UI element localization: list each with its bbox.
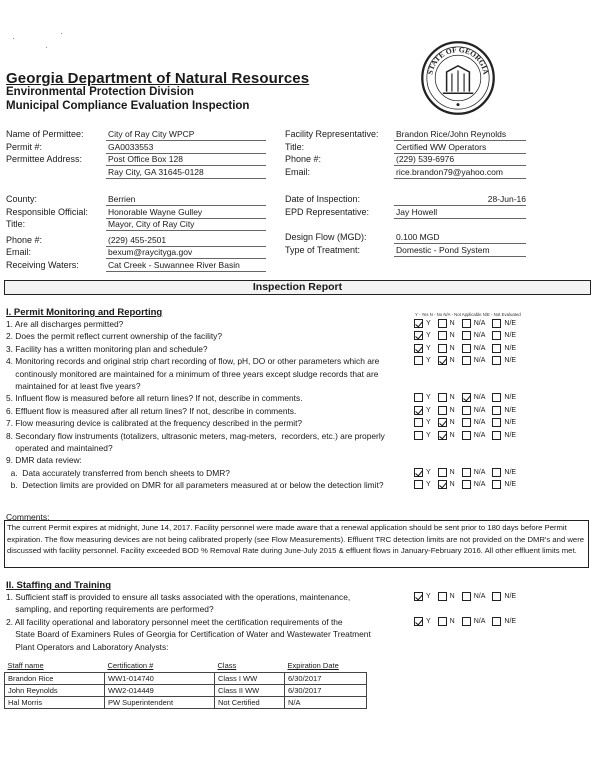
inspection_block-value: 28-Jun-16	[394, 194, 526, 206]
option-label: Y	[426, 431, 431, 439]
checkbox-n[interactable]	[438, 356, 447, 365]
option-label: N/A	[473, 332, 486, 340]
answer-options	[414, 418, 520, 427]
checkbox-ne[interactable]	[492, 319, 501, 328]
option-label: N/A	[473, 344, 486, 352]
checkbox-na[interactable]	[462, 393, 471, 402]
checkbox-n[interactable]	[438, 331, 447, 340]
checkbox-y[interactable]	[414, 592, 423, 601]
facility-value: Certified WW Operators	[394, 142, 526, 154]
option-label: Y	[426, 617, 431, 625]
option-label: N	[449, 344, 455, 352]
checkbox-ne[interactable]	[492, 418, 501, 427]
question-text: 2. Does the permit reflect current ownership of the facility?	[6, 331, 222, 342]
checkbox-ne[interactable]	[492, 331, 501, 340]
checkbox-n[interactable]	[438, 431, 447, 440]
inspection_block-label: Type of Treatment:	[285, 244, 361, 255]
checkbox-ne[interactable]	[492, 431, 501, 440]
option-label: N/A	[473, 419, 486, 427]
option-label: Y	[426, 320, 431, 327]
option-label: N/E	[504, 344, 517, 352]
option-label: N	[449, 593, 455, 600]
option-label: N	[449, 320, 455, 327]
question-text: 2. All facility operational and laboratory personnel meet the certification requirements of the	[6, 616, 343, 627]
answer-options	[414, 480, 520, 489]
question-text: 7. Flow measuring device is calibrated at the frequency described in the permit?	[6, 418, 303, 429]
question-text: 9. DMR data review:	[6, 455, 82, 466]
question-6	[6, 405, 411, 417]
division-title: Environmental Protection Division	[6, 86, 194, 98]
checkbox-n[interactable]	[438, 592, 447, 601]
option-label: N/E	[504, 593, 517, 600]
staff-row	[5, 696, 367, 708]
option-label: N	[449, 394, 455, 402]
question-text: 3. Facility has a written monitoring plan and schedule?	[6, 343, 208, 354]
inspection_block-label: Design Flow (MGD):	[285, 232, 367, 242]
checkbox-ne[interactable]	[492, 356, 501, 365]
checkbox-na[interactable]	[462, 344, 471, 353]
checkbox-y[interactable]	[414, 393, 423, 402]
section-1-title: I. Permit Monitoring and Reporting	[6, 307, 163, 318]
county_block-label: Email:	[6, 247, 32, 257]
question-2	[6, 616, 411, 653]
answer-options	[414, 468, 520, 477]
option-label: Y	[426, 406, 431, 414]
checkbox-ne[interactable]	[492, 344, 501, 353]
county_block-value: Cat Creek - Suwannee River Basin	[106, 260, 266, 272]
checkbox-n[interactable]	[438, 344, 447, 353]
staff-cell: 6/30/2017	[285, 672, 367, 684]
question-2	[6, 330, 411, 342]
checkbox-y[interactable]	[414, 406, 423, 415]
facility-value: Brandon Rice/John Reynolds	[394, 129, 526, 141]
option-label: N/E	[504, 357, 517, 365]
option-label: N/E	[504, 406, 517, 414]
checkbox-ne[interactable]	[492, 480, 501, 489]
scan-speck: ·	[12, 33, 15, 43]
staff-header-cert: Certification #	[107, 661, 154, 671]
checkbox-y[interactable]	[414, 468, 423, 477]
answer-options	[414, 592, 520, 601]
option-label: N/A	[473, 320, 486, 327]
staff-cell: Brandon Rice	[5, 672, 105, 684]
checkbox-n[interactable]	[438, 406, 447, 415]
question-text: 1. Sufficient staff is provided to ensure all tasks associated with the operations, maintenance,	[6, 592, 351, 602]
option-label: Y	[426, 344, 431, 352]
checkbox-na[interactable]	[462, 431, 471, 440]
staff-cell: Hal Morris	[5, 696, 105, 708]
option-label: N/A	[473, 617, 486, 625]
question-9	[6, 454, 411, 466]
option-label: N/E	[504, 332, 517, 340]
question-text: 4. Monitoring records and original strip chart recording of flow, pH, DO or other parameters which are	[6, 356, 380, 367]
question-1	[6, 318, 411, 330]
option-label: N	[449, 468, 455, 476]
checkbox-ne[interactable]	[492, 406, 501, 415]
question-text: 8. Secondary flow instruments (totalizers, ultrasonic meters, mag-meters, recorders, etc.) are properly	[6, 430, 385, 441]
option-label: Y	[426, 481, 431, 489]
option-label: N/E	[504, 431, 517, 439]
facility-label: Email:	[285, 166, 311, 177]
checkbox-y[interactable]	[414, 319, 423, 328]
answer-options	[414, 617, 520, 626]
option-label: Y	[426, 419, 431, 427]
option-label: N/E	[504, 394, 517, 402]
option-label: N/A	[473, 481, 486, 489]
checkbox-na[interactable]	[462, 319, 471, 328]
option-label: N	[449, 357, 455, 365]
answer-options	[414, 319, 520, 328]
inspection_block-label: EPD Representative:	[285, 206, 370, 217]
answer-options	[414, 344, 520, 353]
question-text: 5. Influent flow is measured before all return lines? If not, describe in comments.	[6, 393, 303, 404]
answer-options	[414, 331, 520, 340]
question-5	[6, 392, 411, 404]
checkbox-na[interactable]	[462, 480, 471, 489]
facility-label: Phone #:	[285, 154, 322, 164]
section-2-title: II. Staffing and Training	[6, 580, 112, 591]
option-label: N	[449, 332, 455, 340]
county_block-label: Responsible Official:	[6, 206, 88, 217]
question-text: b. Detection limits are provided on DMR for all parameters measured at or below the detection limit?	[6, 480, 384, 491]
checkbox-ne[interactable]	[492, 468, 501, 477]
checkbox-na[interactable]	[462, 406, 471, 415]
option-label: N	[449, 406, 455, 414]
staff-header-name: Staff name	[7, 661, 44, 671]
option-label: Y	[426, 332, 431, 340]
county_block-value: Mayor, City of Ray City	[106, 219, 266, 231]
checkbox-ne[interactable]	[492, 393, 501, 402]
option-label: N/E	[504, 419, 517, 427]
checkbox-y[interactable]	[414, 418, 423, 427]
option-label: N/E	[504, 481, 517, 489]
checkbox-n[interactable]	[438, 480, 447, 489]
option-label: N/A	[473, 468, 486, 476]
question-11	[6, 479, 411, 491]
option-label: Y	[426, 357, 431, 365]
checkbox-na[interactable]	[462, 418, 471, 427]
county_block-value: Berrien	[106, 194, 266, 206]
option-label: N/A	[473, 357, 486, 365]
checkbox-y[interactable]	[414, 431, 423, 440]
question-4	[6, 355, 411, 392]
checkbox-n[interactable]	[438, 617, 447, 626]
question-3	[6, 343, 411, 355]
option-label: N/E	[504, 320, 517, 327]
question-8	[6, 430, 411, 455]
checkbox-na[interactable]	[462, 468, 471, 477]
checkbox-na[interactable]	[462, 592, 471, 601]
staff-header-class: Class	[217, 661, 237, 671]
scan-speck: ·	[60, 28, 63, 38]
scan-speck: ·	[45, 42, 48, 52]
comments-label: Comments:	[6, 512, 50, 522]
option-label: N/E	[504, 468, 517, 476]
staff-table	[4, 660, 367, 709]
facility-label: Title:	[285, 141, 305, 152]
staff-cell: John Reynolds	[5, 684, 105, 696]
checkbox-y[interactable]	[414, 331, 423, 340]
permittee-label: Permittee Address:	[6, 154, 83, 164]
question-text: 1. Are all discharges permitted?	[6, 319, 124, 329]
option-label: Y	[426, 468, 431, 476]
agency-title: Georgia Department of Natural Resources	[6, 70, 310, 87]
facility-value: (229) 539-6976	[394, 154, 526, 166]
option-label: N/A	[473, 406, 486, 414]
staff-header-expiration: Expiration Date	[287, 661, 339, 671]
checkbox-y[interactable]	[414, 480, 423, 489]
checkbox-n[interactable]	[438, 418, 447, 427]
option-label: Y	[426, 394, 431, 402]
option-label: N	[449, 617, 455, 625]
checkbox-n[interactable]	[438, 319, 447, 328]
county_block-value: Honorable Wayne Gulley	[106, 207, 266, 219]
question-text: maintained for at least five years?	[6, 381, 141, 391]
county_block-value: (229) 455-2501	[106, 235, 266, 247]
staff-row	[5, 672, 367, 684]
checkbox-na[interactable]	[462, 356, 471, 365]
county_block-label: Phone #:	[6, 234, 43, 245]
question-text: 6. Effluent flow is measured after all return lines? If not, describe in comments.	[6, 405, 297, 416]
answer-options	[414, 406, 520, 415]
staff-row	[5, 684, 367, 696]
question-text: State Board of Examiners Rules of Georgia for Certification of Water and Wastewater Treatment	[6, 629, 371, 640]
option-label: N	[449, 419, 455, 427]
inspection_block-value: 0.100 MGD	[394, 232, 526, 244]
option-label: N/A	[473, 394, 486, 402]
permittee-value: Ray City, GA 31645-0128	[106, 167, 266, 179]
permittee-value: City of Ray City WPCP	[106, 129, 266, 141]
staff-cell: Not Certified	[215, 696, 285, 708]
checkbox-na[interactable]	[462, 331, 471, 340]
question-text: operated and maintained?	[6, 443, 113, 453]
permittee-value: Post Office Box 128	[106, 154, 266, 166]
inspection_block-value: Domestic - Pond System	[394, 245, 526, 257]
permittee-label: Permit #:	[6, 141, 43, 152]
answer-options	[414, 393, 520, 402]
question-text: sampling, and reporting requirements are performed?	[6, 604, 214, 615]
comments-box: The current Permit expires at midnight, June 14, 2017. Facility personnel were made aware that a renewal application should be sent prior to 180 days before Permit expiration. The flow measuring devices are not being calibrated properly (see Flow Measurements). Effluent TRC detection limits are not provided on the DMR's and were discussed with facility personnel. Facility exceeded BOD % Removal Rate during June-July 2015 & effluent flows in January-February 2016. All other effluent limits met.	[4, 520, 589, 568]
facility-value: rice.brandon79@yahoo.com	[394, 167, 526, 179]
staff-cell: WW2-014449	[105, 684, 215, 696]
staff-cell: PW Superintendent	[105, 696, 215, 708]
checkbox-n[interactable]	[438, 393, 447, 402]
checkbox-ne[interactable]	[492, 592, 501, 601]
option-label: N	[449, 431, 455, 439]
staff-cell: N/A	[285, 696, 367, 708]
answer-options	[414, 356, 520, 365]
county_block-label: Receiving Waters:	[6, 259, 79, 270]
option-label: Y	[426, 593, 431, 600]
checkbox-ne[interactable]	[492, 617, 501, 626]
county_block-value: bexum@raycityga.gov	[106, 247, 266, 259]
permittee-label: Name of Permittee:	[6, 129, 84, 139]
option-label: N	[449, 481, 455, 489]
staff-cell: WW1-014740	[105, 672, 215, 684]
checkbox-na[interactable]	[462, 617, 471, 626]
report-type-title: Municipal Compliance Evaluation Inspection	[6, 100, 250, 112]
question-7	[6, 417, 411, 429]
staff-cell: Class I WW	[215, 672, 285, 684]
question-1	[6, 591, 411, 616]
county_block-label: County:	[6, 194, 38, 204]
checkbox-y[interactable]	[414, 356, 423, 365]
option-label: N/A	[473, 593, 486, 600]
question-text: Plant Operators and Laboratory Analysts:	[6, 641, 169, 652]
checkbox-y[interactable]	[414, 344, 423, 353]
checkbox-n[interactable]	[438, 468, 447, 477]
facility-label: Facility Representative:	[285, 129, 379, 139]
question-10	[6, 467, 411, 479]
staff-cell: 6/30/2017	[285, 684, 367, 696]
answer-legend: Y - Yes N - No N/A - Not Applicable N/E - Not Evaluated	[415, 312, 521, 317]
staff-cell: Class II WW	[215, 684, 285, 696]
georgia-state-seal-icon	[420, 40, 496, 116]
permittee-value: GA0033553	[106, 142, 266, 154]
answer-options	[414, 431, 520, 440]
option-label: N/A	[473, 431, 486, 439]
checkbox-y[interactable]	[414, 617, 423, 626]
county_block-label: Title:	[6, 219, 26, 229]
seal-text: STATE OF GEORGIA	[425, 45, 491, 76]
question-text: continously monitored are maintained for a minimum of three years except sludge records that are	[6, 368, 379, 379]
inspection_block-label: Date of Inspection:	[285, 194, 361, 204]
question-text: a. Data accurately transferred from bench sheets to DMR?	[6, 467, 230, 478]
inspection_block-value: Jay Howell	[394, 207, 526, 219]
option-label: N/E	[504, 617, 517, 625]
inspection-report-band: Inspection Report	[4, 280, 591, 295]
